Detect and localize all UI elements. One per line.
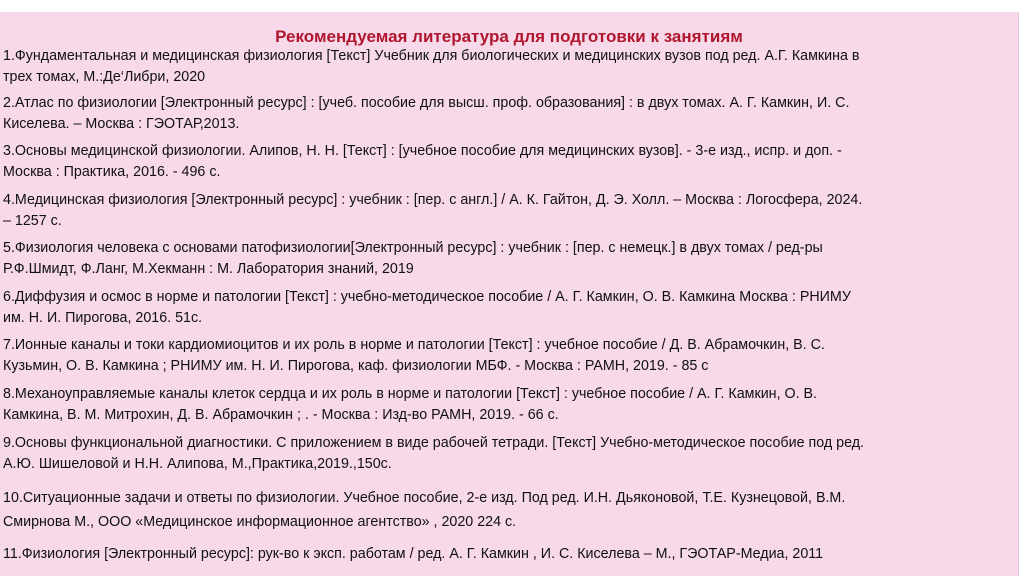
reference-list-panel [0,12,1019,576]
list-item [3,334,1009,376]
list-item-line: 1.Фундаментальная и медицинская физиология [Текст] Учебник для биологических и медицинских вузов под ред. А.Г. Камкина в [3,47,860,64]
list-item [3,543,1009,564]
list-item-line: А.Ю. Шишеловой и Н.Н. Алипова, М.,Практика,2019.,150с. [3,455,392,472]
list-item [3,286,1009,328]
list-item-line: 11.Физиология [Электронный ресурс]: рук-во к эксп. работам / ред. А. Г. Камкин , И. С. Киселева – М., ГЭОТАР-Медиа, 2011 [3,545,824,562]
list-item [3,237,1009,279]
page-title: Рекомендуемая литература для подготовки к занятиям [275,27,743,46]
list-item [3,487,1009,532]
list-item-line: Кузьмин, О. В. Камкина ; РНИМУ им. Н. И. Пирогова, каф. физиологии МБФ. - Москва : РАМН, 2019. - 85 с [3,357,709,374]
list-item-line: трех томах, М.:Де‘Либри, 2020 [3,68,206,85]
list-item [3,92,1009,134]
list-item-line: 2.Атлас по физиологии [Электронный ресурс] : [учеб. пособие для высш. проф. образования] : в двух томах. А. Г. Камкин, И. С. [3,94,850,111]
list-item [3,140,1009,182]
list-item [3,45,1009,87]
list-item-line: – 1257 с. [3,212,62,229]
list-item-line: Камкина, В. М. Митрохин, Д. В. Абрамочкин ; . - Москва : Изд-во РАМН, 2019. - 66 с. [3,406,559,423]
list-item [3,432,1009,474]
list-item [3,383,1009,425]
list-item-line: Киселева. – Москва : ГЭОТАР,2013. [3,115,240,132]
list-item-line: Р.Ф.Шмидт, Ф.Ланг, М.Хекманн : М. Лаборатория знаний, 2019 [3,260,414,277]
list-item-line: 8.Механоуправляемые каналы клеток сердца и их роль в норме и патологии [Текст] : учебное пособие / А. Г. Камкин, О. В. [3,385,818,402]
list-item-line: 5.Физиология человека с основами патофизиологии[Электронный ресурс] : учебник : [пер. с немецк.] в двух томах / ред-ры [3,239,823,256]
list-item [3,189,1009,231]
list-item-line: Смирнова М., ООО «Медицинское информационное агентство» , 2020 224 с. [3,513,517,530]
list-item-line: 6.Диффузия и осмос в норме и патологии [Текст] : учебно-методическое пособие / А. Г. Камкин, О. В. Камкина Москва : РНИМУ [3,288,851,305]
list-item-line: им. Н. И. Пирогова, 2016. 51с. [3,309,203,326]
list-item-line: 9.Основы функциональной диагностики. С приложением в виде рабочей тетради. [Текст] Учебно-методическое пособие под ред. [3,434,864,451]
list-item-line: 4.Медицинская физиология [Электронный ресурс] : учебник : [пер. с англ.] / А. К. Гайтон, Д. Э. Холл. – Москва : Логосфера, 2024. [3,191,863,208]
list-item-line: 10.Ситуационные задачи и ответы по физиологии. Учебное пособие, 2-е изд. Под ред. И.Н. Дьяконовой, Т.Е. Кузнецовой, В.М. [3,489,846,506]
list-item-line: 7.Ионные каналы и токи кардиомиоцитов и их роль в норме и патологии [Текст] : учебное пособие / Д. В. Абрамочкин, В. С. [3,336,825,353]
list-item-line: Москва : Практика, 2016. - 496 с. [3,163,221,180]
list-item-line: 3.Основы медицинской физиологии. Алипов, Н. Н. [Текст] : [учебное пособие для медицинских вузов]. - 3-е изд., испр. и доп. - [3,142,842,159]
